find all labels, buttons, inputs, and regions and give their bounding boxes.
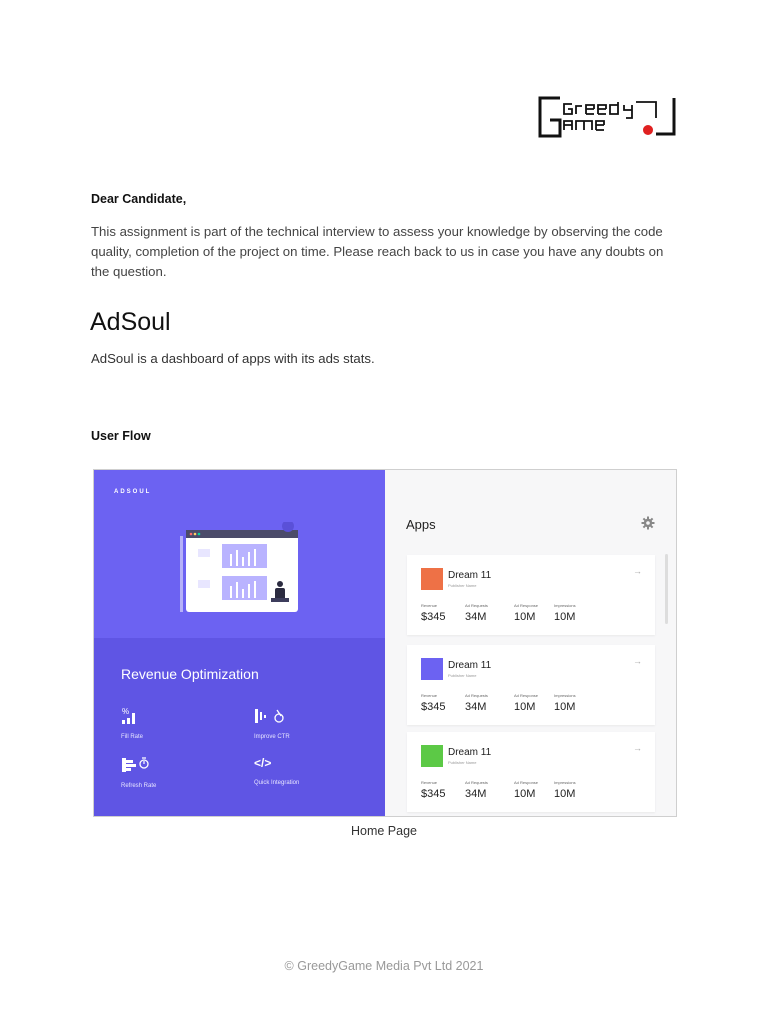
publisher-name: Publisher Name [448,673,477,678]
feature-label: Improve CTR [254,734,290,740]
stat-revenue [421,693,445,713]
publisher-name: Publisher Name [448,583,477,588]
arrow-right-icon[interactable]: → [633,743,642,753]
stat-label: Ad Requests [465,693,488,698]
svg-text:%: % [122,707,130,716]
stat-impressions [554,603,576,623]
stat-revenue [421,603,445,623]
stat-ad-requests [465,603,488,623]
app-card[interactable] [407,555,655,635]
feature-label: Refresh Rate [121,783,157,789]
app-card[interactable] [407,645,655,725]
greeting: Dear Candidate, [91,192,187,206]
stat-value: $345 [421,611,446,623]
description: AdSoul is a dashboard of apps with its ads stats. [91,351,375,366]
stat-label: Impressions [554,780,576,785]
greedygame-logo [536,94,678,140]
app-card[interactable] [407,732,655,812]
app-color-swatch [421,568,443,590]
feature-quick-integration [254,756,364,786]
stat-ad-requests [465,693,488,713]
refresh-rate-icon [121,756,153,774]
stat-impressions [554,780,576,800]
arrow-right-icon[interactable]: → [633,656,642,666]
apps-panel [385,470,676,817]
stat-ad-response [514,693,538,713]
stat-label: Revenue [421,603,438,608]
home-page-screenshot [93,469,677,817]
stat-value: 10M [554,788,576,800]
stat-value: $345 [421,701,446,713]
document-title: AdSoul [90,308,171,336]
feature-label: Quick Integration [254,780,300,786]
arrow-right-icon[interactable]: → [633,566,642,576]
stat-ad-requests [465,780,488,800]
features-panel [94,638,385,817]
stat-value: $345 [421,788,446,800]
gear-icon[interactable] [641,516,655,530]
code-icon: </> [254,756,272,770]
fill-rate-icon [121,707,139,725]
figure-caption: Home Page [350,824,417,838]
app-name: Dream 11 [448,747,492,758]
stat-value: 34M [465,701,487,713]
dashboard-illustration [178,522,308,617]
stat-value: 10M [514,701,536,713]
feature-label: Fill Rate [121,734,144,740]
stat-value: 10M [514,611,536,623]
stat-value: 10M [554,701,576,713]
stat-label: Ad Response [514,603,539,608]
section-heading: User Flow [91,429,151,443]
app-name: Dream 11 [448,570,492,581]
stat-label: Ad Response [514,780,539,785]
stat-label: Impressions [554,603,576,608]
stat-label: Impressions [554,693,576,698]
scrollbar[interactable] [665,554,668,624]
stat-label: Ad Response [514,693,539,698]
app-name: Dream 11 [448,660,492,671]
revenue-title: Revenue Optimization [121,666,259,682]
apps-heading: Apps [406,517,436,532]
stat-ad-response [514,780,538,800]
stat-value: 10M [514,788,536,800]
stat-value: 10M [554,611,576,623]
stat-label: Revenue [421,780,438,785]
app-color-swatch [421,745,443,767]
feature-fill-rate [121,707,231,740]
intro-paragraph: This assignment is part of the technical interview to assess your knowledge by observing the code quality, completion of the project on time. Please reach back to us in case you have any doubts on the question. [91,224,664,279]
stat-label: Ad Requests [465,780,488,785]
stat-label: Revenue [421,693,438,698]
stat-ad-response [514,603,538,623]
app-color-swatch [421,658,443,680]
stat-impressions [554,693,576,713]
brand-label: ADSOUL [114,489,152,495]
feature-improve-ctr [254,707,364,740]
hero-panel [94,470,385,638]
copyright-footer: © GreedyGame Media Pvt Ltd 2021 [284,959,484,973]
publisher-name: Publisher Name [448,760,477,765]
feature-refresh-rate [121,756,231,789]
stat-label: Ad Requests [465,603,488,608]
stat-revenue [421,780,445,800]
stat-value: 34M [465,788,487,800]
stat-value: 34M [465,611,487,623]
improve-ctr-icon [254,707,290,725]
